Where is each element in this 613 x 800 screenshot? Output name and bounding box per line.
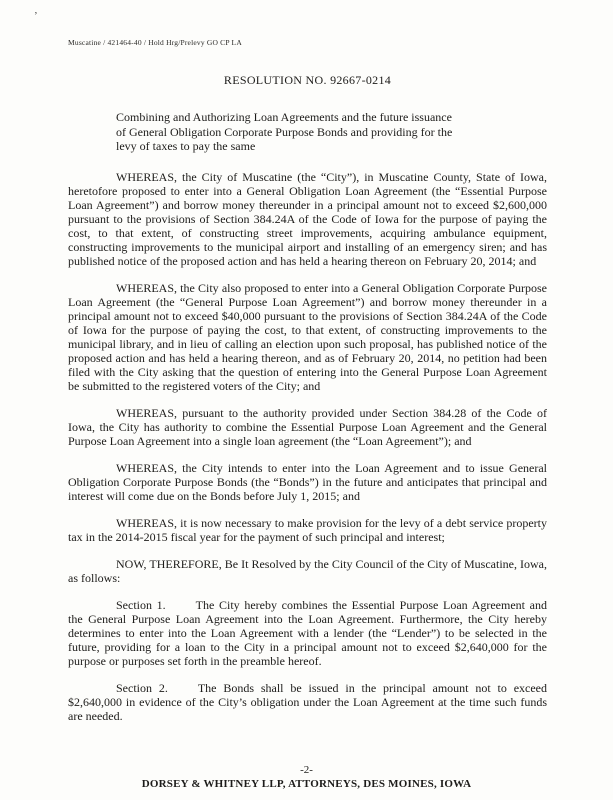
resolution-subject: Combining and Authorizing Loan Agreements and the future issuance of General Obligation Corporate Purpose Bonds and providing for the levy of taxes to pay the same [116, 110, 453, 153]
page-number: -2- [300, 764, 313, 776]
page-footer [0, 764, 613, 790]
resolution-title: RESOLUTION NO. 92667-0214 [223, 73, 392, 87]
whereas-paragraph-2: WHEREAS, the City also proposed to enter into a General Obligation Corporate Purpose Loan Agreement (the “General Purpose Loan Agreement”) and borrow money thereunder in a principal amount not to exceed $40,000 pursuant to the provisions of Section 384.24A of the Code of Iowa for the purpose of paying the cost, to that extent, of constructing improvements to the municipal library, and in lieu of calling an election upon such proposal, has published notice of the proposed action and has held a hearing thereon, and as of February 20, 2014, no petition had been filed with the City asking that the question of entering into the General Purpose Loan Agreement be submitted to the registered voters of the City; and [68, 280, 547, 393]
scan-artifact: ’ [34, 10, 38, 22]
section-1-label: Section 1. [116, 597, 166, 612]
law-firm-line: DORSEY & WHITNEY LLP, ATTORNEYS, DES MOINES, IOWA [141, 778, 472, 790]
whereas-paragraph-1: WHEREAS, the City of Muscatine (the “City”), in Muscatine County, State of Iowa, heretofore proposed to enter into a General Obligation Loan Agreement (the “Essential Purpose Loan Agreement”) and borrow money thereunder in a principal amount not to exceed $2,600,000 pursuant to the provisions of Section 384.24A of the Code of Iowa for the purpose of paying the cost, to that extent, of constructing street improvements, acquiring ambulance equipment, constructing improvements to the municipal airport and installing of an emergency siren; and has published notice of the proposed action and has held a hearing thereon on February 20, 2014; and [68, 169, 547, 268]
whereas-paragraph-3: WHEREAS, pursuant to the authority provided under Section 384.28 of the Code of Iowa, the City has authority to combine the Essential Purpose Loan Agreement and the General Purpose Loan Agreement into a single loan agreement (the “Loan Agreement”); and [68, 405, 547, 448]
section-1-text: The City hereby combines the Essential Purpose Loan Agreement and the General Purpose Loan Agreement into the Loan Agreement. Furthermore, the City hereby determines to enter into the Loan Agreement with a lender (the “Lender”) to be selected in the future, providing for a loan to the City in a principal amount not to exceed $2,640,000 for the purpose or purposes set forth in the preamble hereof. [68, 597, 547, 668]
section-2-text: The Bonds shall be issued in the principal amount not to exceed $2,640,000 in evidence of the City’s obligation under the Loan Agreement at the time such funds are needed. [68, 680, 547, 723]
resolving-clause-paragraph: NOW, THEREFORE, Be It Resolved by the City Council of the City of Muscatine, Iowa, as follows: [68, 556, 547, 585]
section-2-paragraph [68, 681, 547, 723]
section-1-paragraph [68, 598, 547, 668]
file-reference-note: Muscatine / 421464-40 / Hold Hrg/Prelevy GO CP LA [68, 38, 242, 47]
whereas-paragraph-5: WHEREAS, it is now necessary to make provision for the levy of a debt service property tax in the 2014-2015 fiscal year for the payment of such principal and interest; [68, 515, 547, 544]
whereas-paragraph-4: WHEREAS, the City intends to enter into the Loan Agreement and to issue General Obligation Corporate Purpose Bonds (the “Bonds”) in the future and anticipates that principal and interest will come due on the Bonds before July 1, 2015; and [68, 460, 547, 503]
section-2-label: Section 2. [116, 680, 168, 695]
